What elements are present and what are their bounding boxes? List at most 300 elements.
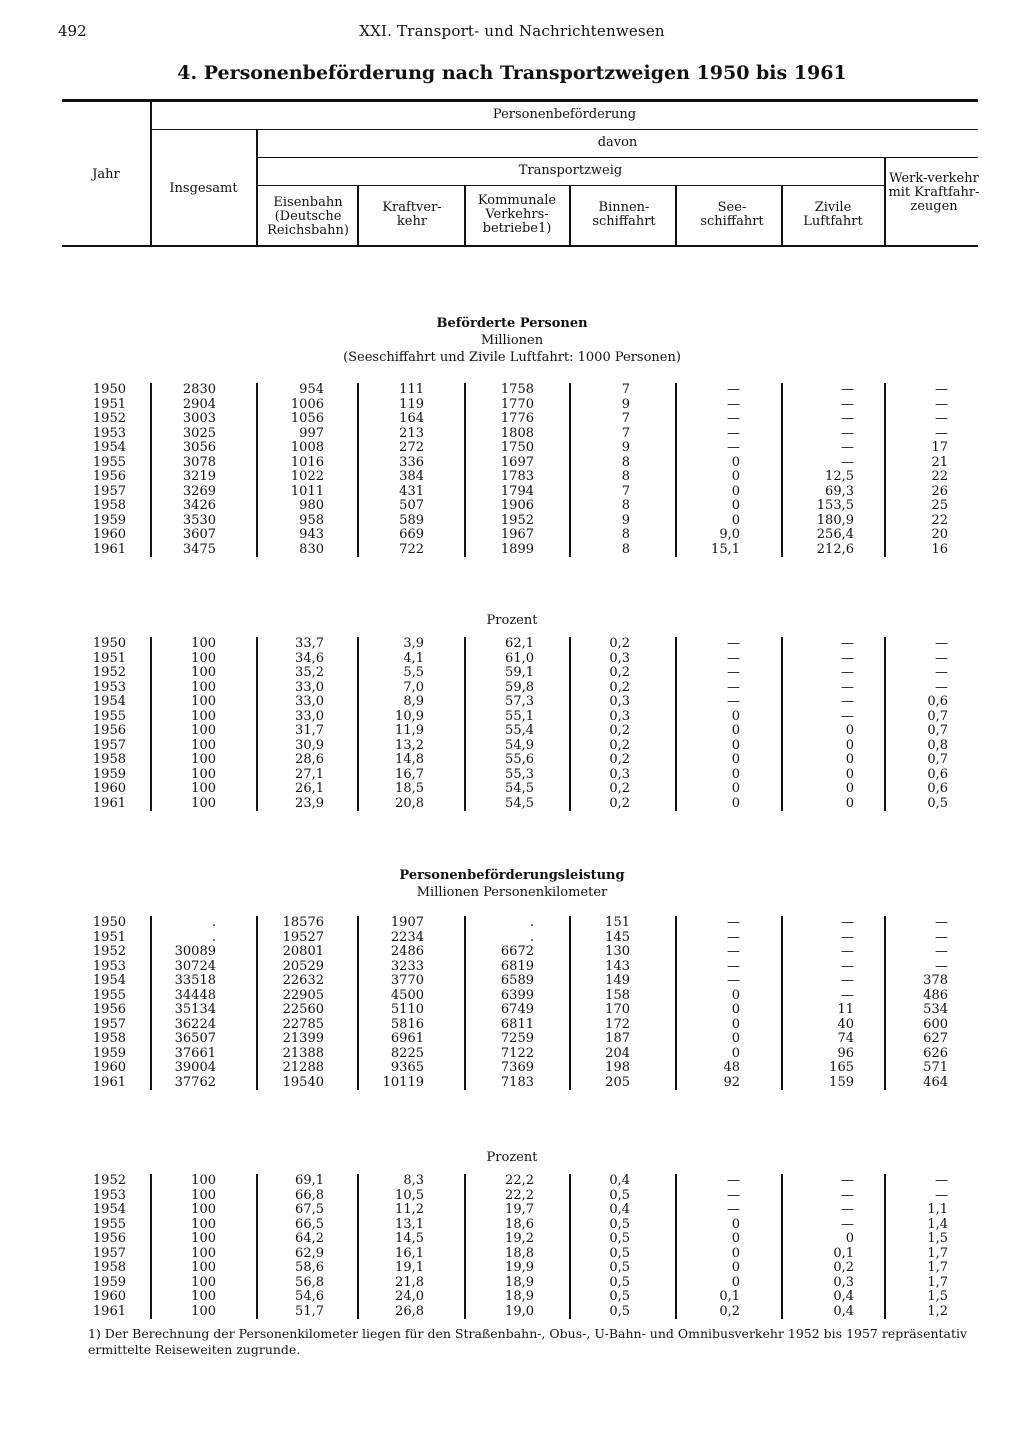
header-divider [569,186,571,246]
cell-binnenschiffahrt: 0,2 [609,679,630,695]
cell-seeschiffahrt: — [727,1202,740,1217]
year-cell: 1952 [92,665,126,680]
cell-binnenschiffahrt: 0,5 [609,1245,630,1261]
cell-seeschiffahrt: — [727,636,740,651]
year-cell: 1961 [92,1303,126,1319]
cell-kommunale: 1808 [500,425,534,441]
cell-kraftverkehr: 14,5 [395,1231,424,1246]
cell-seeschiffahrt: 15,1 [711,541,740,557]
cell-kommunale: 54,9 [505,737,534,753]
cell-seeschiffahrt: 0,2 [719,1303,740,1319]
cell-kommunale: 55,6 [505,752,534,767]
cell-binnenschiffahrt: 9 [621,396,630,412]
cell-insgesamt: 100 [191,752,216,767]
cell-luftfahrt: 0,4 [833,1303,854,1319]
cell-binnenschiffahrt: 172 [605,1016,630,1032]
cell-werkverkehr: 1,5 [927,1231,948,1246]
year-cell: 1956 [92,1002,126,1017]
year-cell: 1957 [92,737,126,753]
cell-binnenschiffahrt: 8 [621,541,630,557]
year-cell: 1953 [92,958,126,974]
cell-binnenschiffahrt: 187 [605,1031,630,1046]
table-row [0,427,1024,442]
running-head: XXI. Transport- und Nachrichtenwesen [359,22,665,40]
cell-insgesamt: 30089 [174,944,216,959]
cell-seeschiffahrt: 0 [731,723,740,738]
cell-binnenschiffahrt: 7 [621,425,630,441]
cell-luftfahrt: 74 [837,1031,854,1046]
cell-kommunale: 19,0 [505,1303,534,1319]
header-divider [675,186,677,246]
cell-kommunale: 1794 [500,483,534,499]
cell-eisenbahn: 31,7 [295,723,324,738]
section-unit: Millionen [480,333,544,348]
cell-binnenschiffahrt: 0,2 [609,737,630,753]
cell-binnenschiffahrt: 8 [621,454,630,470]
year-cell: 1958 [92,498,126,513]
cell-kommunale: 1750 [500,440,534,455]
header-jahr: Jahr [92,167,120,182]
table-row [0,652,1024,667]
cell-werkverkehr: 26 [931,483,948,499]
header-divider [150,101,152,246]
cell-binnenschiffahrt: 8 [621,498,630,513]
table-row [0,441,1024,456]
year-cell: 1956 [92,723,126,738]
cell-eisenbahn: 35,2 [295,665,324,680]
cell-luftfahrt: — [841,411,854,426]
cell-kommunale: 18,9 [505,1289,534,1304]
cell-luftfahrt: — [841,679,854,695]
cell-insgesamt: 100 [191,694,216,709]
year-cell: 1959 [92,1274,126,1290]
cell-seeschiffahrt: — [727,958,740,974]
section-note: (Seeschiffahrt und Zivile Luftfahrt: 1000 Personen) [343,350,681,365]
cell-luftfahrt: — [841,454,854,470]
section-unit: Prozent [486,613,538,628]
table-row [0,681,1024,696]
section-title: Personenbeförderungsleistung [399,868,625,883]
cell-seeschiffahrt: — [727,944,740,959]
cell-werkverkehr: — [935,382,948,397]
cell-insgesamt: 100 [191,1245,216,1261]
cell-werkverkehr: 21 [931,454,948,470]
table-row [0,724,1024,739]
cell-insgesamt: 3530 [182,512,216,528]
cell-luftfahrt: 0 [845,1231,854,1246]
cell-insgesamt: 35134 [174,1002,216,1017]
cell-kraftverkehr: 164 [399,411,424,426]
cell-binnenschiffahrt: 145 [605,929,630,945]
cell-kraftverkehr: 14,8 [395,752,424,767]
year-cell: 1953 [92,1187,126,1203]
cell-kraftverkehr: 4,1 [403,650,424,666]
cell-kommunale: 6811 [500,1016,534,1032]
table-row [0,485,1024,500]
table-row [0,1047,1024,1062]
table-row [0,974,1024,989]
table-row [0,1174,1024,1189]
year-cell: 1955 [92,708,126,724]
cell-kommunale: 1967 [500,527,534,542]
cell-luftfahrt: — [841,944,854,959]
cell-binnenschiffahrt: 0,3 [609,766,630,782]
cell-eisenbahn: 33,0 [295,708,324,724]
cell-kraftverkehr: 9365 [390,1060,424,1075]
cell-eisenbahn: 23,9 [295,795,324,811]
cell-eisenbahn: 1056 [290,411,324,426]
cell-kommunale: 59,1 [505,665,534,680]
table-row [0,514,1024,529]
table-row [0,637,1024,652]
cell-eisenbahn: 67,5 [295,1202,324,1217]
cell-eisenbahn: 943 [299,527,324,542]
cell-kommunale: . [529,929,534,945]
cell-werkverkehr: 0,5 [927,795,948,811]
cell-kraftverkehr: 10,9 [395,708,424,724]
column-divider [150,1174,152,1319]
cell-seeschiffahrt: 0 [731,469,740,484]
cell-kommunale: 1906 [500,498,534,513]
header-col-seeschiffahrt: See-schiffahrt [700,200,764,229]
cell-binnenschiffahrt: 9 [621,440,630,455]
cell-werkverkehr: 1,5 [927,1289,948,1304]
year-cell: 1952 [92,944,126,959]
table-row [0,383,1024,398]
cell-werkverkehr: 0,6 [927,781,948,796]
year-cell: 1959 [92,766,126,782]
cell-kommunale: 61,0 [505,650,534,666]
cell-insgesamt: 100 [191,636,216,651]
cell-seeschiffahrt: — [727,679,740,695]
cell-werkverkehr: 571 [923,1060,948,1075]
cell-werkverkehr: 0,7 [927,723,948,738]
cell-luftfahrt: — [841,396,854,412]
column-divider [256,1174,258,1319]
cell-luftfahrt: 0 [845,723,854,738]
table-row [0,499,1024,514]
cell-seeschiffahrt: — [727,1173,740,1188]
cell-binnenschiffahrt: 0,5 [609,1216,630,1232]
column-divider [256,637,258,811]
cell-kraftverkehr: 13,2 [395,737,424,753]
column-divider [781,916,783,1090]
cell-werkverkehr: 20 [931,527,948,542]
cell-werkverkehr: — [935,915,948,930]
year-cell: 1960 [92,781,126,796]
header-divider [781,186,783,246]
cell-eisenbahn: 28,6 [295,752,324,767]
cell-kraftverkehr: 1907 [390,915,424,930]
year-cell: 1950 [92,915,126,930]
table-title: 4. Personenbeförderung nach Transportzweigen 1950 bis 1961 [177,62,847,84]
cell-seeschiffahrt: — [727,929,740,945]
cell-kraftverkehr: 10119 [382,1074,424,1090]
cell-binnenschiffahrt: 0,2 [609,723,630,738]
cell-kraftverkehr: 11,2 [395,1202,424,1217]
cell-werkverkehr: 22 [931,469,948,484]
cell-kraftverkehr: 2234 [390,929,424,945]
cell-kraftverkehr: 507 [399,498,424,513]
cell-binnenschiffahrt: 151 [605,915,630,930]
cell-kommunale: 59,8 [505,679,534,695]
column-divider [569,1174,571,1319]
cell-werkverkehr: — [935,650,948,666]
column-divider [569,637,571,811]
cell-seeschiffahrt: 0 [731,498,740,513]
cell-werkverkehr: 626 [923,1045,948,1061]
cell-kraftverkehr: 111 [399,382,424,397]
cell-werkverkehr: 22 [931,512,948,528]
cell-eisenbahn: 66,5 [295,1216,324,1232]
table-row [0,695,1024,710]
cell-seeschiffahrt: — [727,665,740,680]
cell-eisenbahn: 26,1 [295,781,324,796]
page-number: 492 [58,22,87,40]
year-cell: 1957 [92,1245,126,1261]
cell-luftfahrt: — [841,650,854,666]
column-divider [884,383,886,557]
table-row [0,989,1024,1004]
cell-kraftverkehr: 21,8 [395,1274,424,1290]
cell-kommunale: 1697 [500,454,534,470]
cell-eisenbahn: 33,0 [295,694,324,709]
cell-seeschiffahrt: 0 [731,1016,740,1032]
cell-insgesamt: 3475 [182,541,216,557]
cell-kraftverkehr: 119 [399,396,424,412]
cell-eisenbahn: 997 [299,425,324,441]
year-cell: 1953 [92,425,126,441]
cell-werkverkehr: — [935,1187,948,1203]
cell-luftfahrt: 165 [829,1060,854,1075]
year-cell: 1957 [92,483,126,499]
cell-seeschiffahrt: — [727,973,740,988]
header-personenbefoerderung: Personenbeförderung [492,107,637,122]
cell-insgesamt: 100 [191,781,216,796]
cell-luftfahrt: 0 [845,766,854,782]
cell-seeschiffahrt: 0 [731,1245,740,1261]
cell-binnenschiffahrt: 204 [605,1045,630,1061]
cell-luftfahrt: 96 [837,1045,854,1061]
cell-insgesamt: 2830 [182,382,216,397]
cell-insgesamt: 100 [191,723,216,738]
cell-seeschiffahrt: — [727,425,740,441]
cell-eisenbahn: 830 [299,541,324,557]
cell-binnenschiffahrt: 8 [621,469,630,484]
cell-kraftverkehr: 19,1 [395,1260,424,1275]
cell-luftfahrt: 256,4 [816,527,854,542]
cell-eisenbahn: 1016 [290,454,324,470]
cell-kraftverkehr: 3770 [390,973,424,988]
column-divider [464,383,466,557]
cell-eisenbahn: 980 [299,498,324,513]
section-unit: Millionen Personenkilometer [416,885,608,900]
cell-binnenschiffahrt: 0,2 [609,636,630,651]
cell-werkverkehr: 627 [923,1031,948,1046]
cell-luftfahrt: — [841,973,854,988]
cell-werkverkehr: 16 [931,541,948,557]
cell-luftfahrt: 153,5 [816,498,854,513]
cell-luftfahrt: 0 [845,781,854,796]
cell-werkverkehr: 0,8 [927,737,948,753]
table-row [0,1232,1024,1247]
data-block [0,383,1024,557]
cell-insgesamt: 100 [191,1303,216,1319]
table-row [0,1203,1024,1218]
cell-kraftverkehr: 7,0 [403,679,424,695]
cell-luftfahrt: — [841,1216,854,1232]
cell-insgesamt: 37661 [174,1045,216,1061]
cell-kraftverkehr: 3,9 [403,636,424,651]
cell-kommunale: 1783 [500,469,534,484]
cell-seeschiffahrt: 48 [723,1060,740,1075]
cell-kommunale: 19,2 [505,1231,534,1246]
cell-kraftverkehr: 16,1 [395,1245,424,1261]
cell-seeschiffahrt: 0 [731,708,740,724]
cell-seeschiffahrt: — [727,411,740,426]
cell-insgesamt: 39004 [174,1060,216,1075]
cell-binnenschiffahrt: 130 [605,944,630,959]
cell-insgesamt: 100 [191,708,216,724]
cell-eisenbahn: 21288 [282,1060,324,1075]
column-divider [781,383,783,557]
cell-eisenbahn: 54,6 [295,1289,324,1304]
cell-seeschiffahrt: 0 [731,1002,740,1017]
cell-werkverkehr: 464 [923,1074,948,1090]
year-cell: 1958 [92,1031,126,1046]
year-cell: 1955 [92,987,126,1003]
cell-seeschiffahrt: 0 [731,1216,740,1232]
year-cell: 1952 [92,1173,126,1188]
cell-kommunale: 1776 [500,411,534,426]
cell-werkverkehr: 25 [931,498,948,513]
cell-kommunale: . [529,915,534,930]
section-title: Beförderte Personen [436,316,588,331]
year-cell: 1959 [92,512,126,528]
cell-binnenschiffahrt: 0,5 [609,1303,630,1319]
cell-insgesamt: 100 [191,1289,216,1304]
cell-kommunale: 54,5 [505,781,534,796]
year-cell: 1951 [92,650,126,666]
column-divider [464,637,466,811]
cell-werkverkehr: — [935,425,948,441]
cell-seeschiffahrt: 0 [731,781,740,796]
column-divider [464,1174,466,1319]
cell-luftfahrt: — [841,1187,854,1203]
cell-binnenschiffahrt: 0,5 [609,1260,630,1275]
column-divider [675,383,677,557]
cell-seeschiffahrt: 0 [731,987,740,1003]
cell-seeschiffahrt: — [727,382,740,397]
cell-werkverkehr: 1,7 [927,1245,948,1261]
cell-insgesamt: 100 [191,1231,216,1246]
cell-luftfahrt: — [841,440,854,455]
cell-seeschiffahrt: 0 [731,766,740,782]
column-divider [357,1174,359,1319]
cell-kraftverkehr: 213 [399,425,424,441]
cell-kommunale: 6819 [500,958,534,974]
table-row [0,753,1024,768]
cell-insgesamt: 30724 [174,958,216,974]
cell-kommunale: 18,9 [505,1274,534,1290]
cell-werkverkehr: 0,7 [927,708,948,724]
column-divider [256,383,258,557]
cell-kommunale: 1952 [500,512,534,528]
cell-eisenbahn: 22632 [282,973,324,988]
cell-insgesamt: 3003 [182,411,216,426]
cell-kommunale: 6589 [500,973,534,988]
year-cell: 1960 [92,1060,126,1075]
cell-luftfahrt: — [841,665,854,680]
header-col-binnenschiffahrt: Binnen-schiffahrt [592,200,656,229]
cell-binnenschiffahrt: 7 [621,483,630,499]
header-divider [357,186,359,246]
cell-kommunale: 7259 [500,1031,534,1046]
year-cell: 1958 [92,752,126,767]
cell-luftfahrt: 0 [845,737,854,753]
year-cell: 1959 [92,1045,126,1061]
cell-luftfahrt: — [841,382,854,397]
cell-kraftverkehr: 8225 [390,1045,424,1061]
cell-werkverkehr: 17 [931,440,948,455]
cell-insgesamt: 100 [191,1216,216,1232]
year-cell: 1955 [92,1216,126,1232]
year-cell: 1961 [92,1074,126,1090]
table-row [0,797,1024,812]
table-row [0,1018,1024,1033]
cell-luftfahrt: — [841,929,854,945]
header-col-kraftverkehr: Kraftver-kehr [382,200,442,229]
column-divider [256,916,258,1090]
cell-eisenbahn: 58,6 [295,1260,324,1275]
cell-luftfahrt: — [841,1202,854,1217]
cell-luftfahrt: 0,1 [833,1245,854,1261]
table-row [0,1076,1024,1091]
table-row [0,931,1024,946]
cell-luftfahrt: 0,3 [833,1274,854,1290]
cell-seeschiffahrt: 92 [723,1074,740,1090]
table-row [0,1218,1024,1233]
cell-binnenschiffahrt: 0,2 [609,665,630,680]
cell-werkverkehr: — [935,679,948,695]
cell-seeschiffahrt: — [727,694,740,709]
cell-eisenbahn: 20801 [282,944,324,959]
year-cell: 1961 [92,795,126,811]
data-block [0,637,1024,811]
column-divider [675,916,677,1090]
cell-werkverkehr: 1,2 [927,1303,948,1319]
year-cell: 1956 [92,1231,126,1246]
cell-kraftverkehr: 26,8 [395,1303,424,1319]
table-row [0,710,1024,725]
cell-binnenschiffahrt: 0,5 [609,1187,630,1203]
cell-insgesamt: 100 [191,1274,216,1290]
cell-eisenbahn: 27,1 [295,766,324,782]
cell-werkverkehr: 600 [923,1016,948,1032]
cell-kraftverkehr: 24,0 [395,1289,424,1304]
cell-insgesamt: 3607 [182,527,216,542]
cell-kraftverkehr: 10,5 [395,1187,424,1203]
year-cell: 1958 [92,1260,126,1275]
cell-insgesamt: 3219 [182,469,216,484]
cell-eisenbahn: 1006 [290,396,324,412]
year-cell: 1953 [92,679,126,695]
cell-insgesamt: 3025 [182,425,216,441]
cell-seeschiffahrt: 0 [731,454,740,470]
data-block [0,1174,1024,1319]
year-cell: 1951 [92,929,126,945]
cell-kraftverkehr: 669 [399,527,424,542]
